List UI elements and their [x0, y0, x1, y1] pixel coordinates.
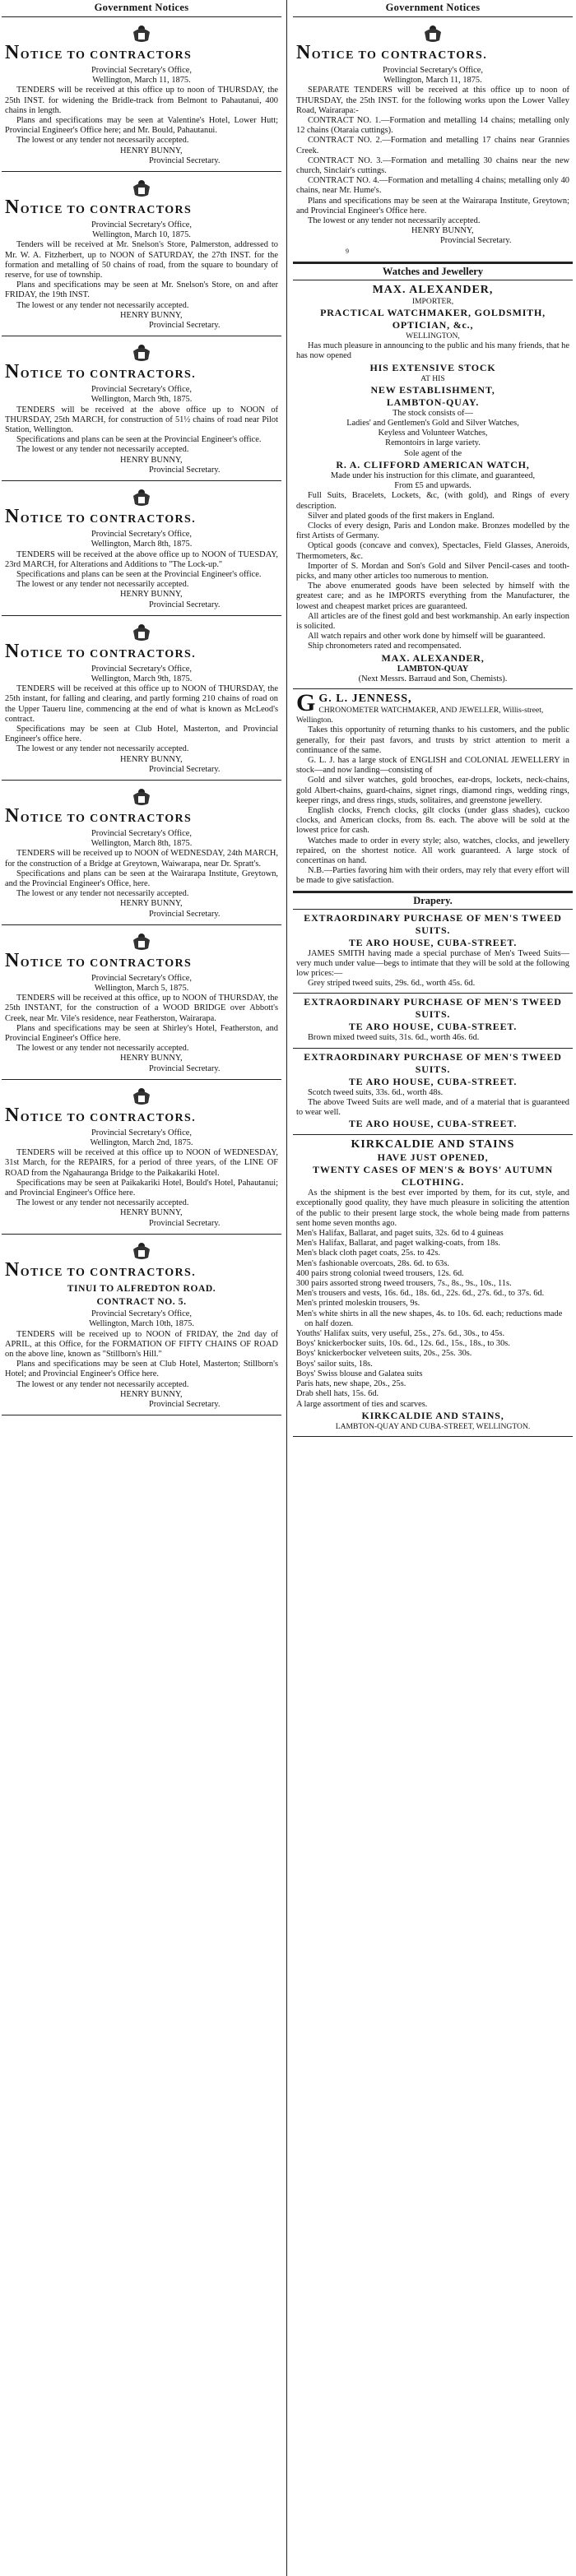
advert-body	[296, 491, 569, 651]
notice-paragraph: Plans and specifications may be seen at Club Hotel, Masterton; Stillborn's Hotel; and Provincial Engineer's Office here.	[5, 1360, 278, 1379]
notice-paragraph: The lowest or any tender not necessarily accepted.	[16, 744, 189, 754]
list-item: Drab shell hats, 15s. 6d.	[296, 1389, 379, 1399]
list-item: Boys' knickerbocker suits, 10s. 6d., 12s. 6d., 15s., 18s., to 30s.	[296, 1339, 510, 1349]
notice-paragraph: TENDERS will be received up to NOON of FRIDAY, the 2nd day of APRIL, at this Office, for the FORMATION OF FIFTY CHAINS OF ROAD on the above line, known as "Stillborn's Hill."	[5, 1329, 278, 1360]
contract-item: CONTRACT NO. 1.—Formation and metalling 14 chains; metalling only 12 chains (Otaraia cuttings).	[296, 116, 569, 136]
advert-shop: TE ARO HOUSE, CUBA-STREET.	[348, 1021, 518, 1033]
notice-signer: HENRY BUNNY,	[120, 1054, 183, 1063]
advert-athis: AT HIS	[420, 373, 445, 383]
notice-signer: HENRY BUNNY,	[120, 1208, 183, 1218]
advert-paragraph: G. L. J. has a large stock of ENGLISH and COLONIAL JEWELLERY in stock—and now landing—consisting of	[296, 755, 569, 776]
advert-paragraph: Silver and plated goods of the first makers in England.	[308, 511, 495, 521]
notice-paragraph: TENDERS will be received at this office up to NOON of WEDNESDAY, 31st March, for the REPAIRS, for a period of three years, of the LINE OF ROAD from the Ngahauranga Bridge to the Paikakariki Hotel.	[5, 1148, 278, 1178]
advert-paragraph: Importer of S. Mordan and Son's Gold and Silver Pencil-cases and tooth-picks, and many other articles too numerous to mention.	[296, 561, 569, 581]
advert-line: Ladies' and Gentlemen's Gold and Silver Watches,	[346, 419, 519, 429]
advert-have: HAVE JUST OPENED,	[377, 1151, 489, 1164]
list-item: Boys' knickerbocker velveteen suits, 20s., 25s. 30s.	[296, 1349, 472, 1359]
advert-line: Remontoirs in large variety.	[385, 438, 481, 448]
advert-paragraph: The above Tweed Suits are well made, and of a material that is guaranteed to wear well.	[296, 1097, 569, 1118]
notice-role: Provincial Secretary.	[149, 600, 221, 609]
notice-title: NOTICE TO CONTRACTORS.	[5, 361, 197, 383]
notice-paragraph: The lowest or any tender not necessarily accepted.	[16, 136, 189, 146]
notice-date: Wellington, March 9th, 1875.	[91, 674, 193, 683]
notice-signer: HENRY BUNNY,	[120, 899, 183, 909]
notice-paragraph: The lowest or any tender not necessarily accepted.	[16, 445, 189, 455]
advert-name: MAX. ALEXANDER,	[372, 283, 494, 296]
notice-paragraph: Specifications and plans can be seen at the Provincial Engineer's office.	[16, 569, 262, 579]
advert-name: G. L. JENNESS,	[318, 692, 412, 705]
notice-contract: CONTRACT NO. 5.	[96, 1297, 187, 1308]
advert-paragraph: Watches made to order in every style; also, watches, clocks, and jewellery repaired, on the shortest notice. All work guaranteed. A large stock of concertinas on hand.	[296, 836, 569, 865]
notice-role: Provincial Secretary.	[149, 1218, 221, 1228]
advert-stock: HIS EXTENSIVE STOCK	[369, 361, 496, 373]
notice-title: NOTICE TO CONTRACTORS	[5, 197, 193, 219]
notice-list	[2, 17, 281, 1415]
notice-paragraph: TENDERS will be received at the above office up to NOON of THURSDAY, 25th MARCH, for construction of 51½ chains of road near Pilot Station, Wellington.	[5, 405, 278, 435]
notice-role: Provincial Secretary.	[149, 1063, 221, 1073]
contract-item: CONTRACT NO. 4.—Formation and metalling 4 chains; metalling only 40 chains, near Mr. Hume's.	[296, 176, 569, 196]
list-item: Boys' sailor suits, 18s.	[296, 1359, 373, 1369]
notice-role: Provincial Secretary.	[149, 321, 221, 331]
list-item: Paris hats, new shape, 20s., 25s.	[296, 1379, 406, 1389]
royal-crest-icon	[420, 22, 445, 44]
advert-kirkcaldie	[293, 1135, 573, 1437]
notice-paragraph: Specifications and plans can be seen at the Provincial Engineer's office.	[16, 435, 262, 445]
advert-sign-name: MAX. ALEXANDER,	[381, 651, 485, 664]
list-item: Men's trousers and vests, 16s. 6d., 18s. 6d., 22s. 6d., 27s. 6d., to 37s. 6d.	[296, 1289, 545, 1299]
advert-paragraph: Has much pleasure in announcing to the public and his many friends, that he has now opened	[296, 341, 569, 361]
royal-crest-icon	[129, 621, 154, 642]
advert-paragraph: Takes this opportunity of returning thanks to his customers, and the public generally, for their past favors, and trusts by strict attention to merit a continuance of the same.	[296, 725, 569, 755]
notice-date: Wellington, March 2nd, 1875.	[90, 1138, 193, 1148]
notice-to-contractors	[2, 1080, 281, 1235]
left-column	[2, 0, 281, 2576]
notice-date: Wellington, March 10, 1875.	[92, 230, 191, 240]
advert-tweed-suits	[293, 1049, 573, 1136]
contract-list	[296, 116, 569, 197]
column-heading: Government Notices	[2, 0, 281, 17]
notice-office: Provincial Secretary's Office,	[91, 1309, 192, 1319]
notice-paragraph: The lowest or any tender not necessarily accepted.	[308, 216, 481, 226]
advert-shop: TE ARO HOUSE, CUBA-STREET.	[348, 1075, 518, 1087]
list-item: 300 pairs assorted strong tweed trousers, 7s., 8s., 9s., 10s., 11s.	[296, 1279, 512, 1289]
notice-signer: HENRY BUNNY,	[120, 754, 183, 764]
advert-consists: The stock consists of—	[393, 408, 473, 418]
notice-to-contractors	[2, 17, 281, 172]
drop-cap: G	[296, 688, 316, 716]
list-item: A large assortment of ties and scarves.	[296, 1399, 428, 1409]
notice-role: Provincial Secretary.	[440, 236, 512, 246]
notice-paragraph: Plans and specifications may be seen at Valentine's Hotel, Lower Hutt; Provincial Engineer's Office here; and Mr. Bould, Pahautanui.	[5, 116, 278, 136]
advert-footer: TE ARO HOUSE, CUBA-STREET.	[348, 1118, 518, 1130]
notice-date: Wellington, March 8th, 1875.	[91, 839, 193, 849]
item-list	[296, 1229, 569, 1410]
notice-office: Provincial Secretary's Office,	[91, 973, 192, 983]
notice-office: Provincial Secretary's Office,	[91, 828, 192, 838]
notice-to-contractors	[2, 481, 281, 616]
notice-subtitle: TINUI TO ALFREDTON ROAD.	[67, 1283, 216, 1294]
notice-office: Provincial Secretary's Office,	[91, 530, 192, 540]
notice-signer: HENRY BUNNY,	[411, 226, 474, 236]
advert-paragraph: Scotch tweed suits, 33s. 6d., worth 48s.	[308, 1087, 444, 1097]
notice-signer: HENRY BUNNY,	[120, 310, 183, 320]
notice-to-contractors	[2, 172, 281, 336]
notice-paragraph: TENDERS will be received at this office up to noon of THURSDAY, the 25th INST. for widening the Bridle-track from Belmont to Pahautanui, 400 chains in length.	[5, 86, 278, 115]
notice-paragraph: The lowest or any tender not necessarily accepted.	[16, 1379, 189, 1389]
notice-title: NOTICE TO CONTRACTORS	[5, 804, 193, 827]
advert-sign-place: LAMBTON-QUAY	[397, 664, 469, 674]
notice-to-contractors	[2, 1235, 281, 1415]
advert-agent: Sole agent of the	[403, 448, 462, 458]
notice-office: Provincial Secretary's Office,	[91, 1128, 192, 1137]
advert-trade: PRACTICAL WATCHMAKER, GOLDSMITH, OPTICIAN, &c.,	[320, 307, 546, 331]
notice-paragraph: The lowest or any tender not necessarily accepted.	[16, 1198, 189, 1208]
royal-crest-icon	[129, 785, 154, 807]
notice-date: Wellington, March 5, 1875.	[94, 983, 189, 993]
advert-importer: IMPORTER,	[411, 296, 454, 306]
advert-jenness	[293, 689, 573, 892]
advert-shop: TE ARO HOUSE, CUBA-STREET.	[348, 936, 518, 948]
advert-price: From £5 and upwards.	[394, 481, 471, 491]
advert-place: LAMBTON-QUAY.	[386, 396, 480, 408]
notice-paragraph: The lowest or any tender not necessarily accepted.	[16, 300, 189, 310]
notice-title: NOTICE TO CONTRACTORS.	[5, 1104, 197, 1126]
advert-intro: As the shipment is the best ever imported by them, for its cut, style, and exceptionally good quality, they have much pleasure in soliciting the attention of the public to their present large stock, the whole being made from patterns sent home seven months ago.	[296, 1188, 569, 1228]
drapery-ads	[293, 910, 573, 1136]
notice-date: Wellington, March 11, 1875.	[383, 76, 482, 86]
notice-office: Provincial Secretary's Office,	[91, 66, 192, 75]
notice-paragraph: Plans and specifications may be seen at Mr. Snelson's Store, on and after FRIDAY, the 19th INST.	[5, 280, 278, 300]
notice-paragraph: Specifications may be seen at Club Hotel, Masterton, and Provincial Engineer's office here.	[5, 724, 278, 744]
notice-role: Provincial Secretary.	[149, 465, 221, 475]
section-heading: Watches and Jewellery	[293, 262, 573, 280]
advert-title: EXTRAORDINARY PURCHASE OF MEN'S TWEED SUITS.	[304, 1050, 562, 1075]
royal-crest-icon	[129, 177, 154, 198]
list-item: 400 pairs strong colonial tweed trousers, 12s. 6d.	[296, 1268, 464, 1278]
advert-paragraph: Full Suits, Bracelets, Lockets, &c, (with gold), and Rings of every description.	[296, 491, 569, 511]
notice-office: Provincial Secretary's Office,	[91, 385, 192, 395]
notice-paragraph: TENDERS will be received at this office up to NOON of THURSDAY, the 25th instant, for falling and clearing, and partly forming 210 chains of road on the Upper Taueru line, commencing at the end of what is known as McLeod's contract.	[5, 684, 278, 724]
notice-paragraph: The lowest or any tender not necessarily accepted.	[16, 580, 189, 590]
notice-to-contractors	[2, 336, 281, 481]
list-item: Men's Halifax, Ballarat, and paget suits, 32s. 6d to 4 guineas	[296, 1229, 504, 1239]
advert-title: KIRKCALDIE AND STAINS	[351, 1138, 515, 1151]
notice-paragraph: Plans and specifications may be seen at Shirley's Hotel, Featherston, and Provincial Engineer's Office here.	[5, 1023, 278, 1043]
advert-clifford: R. A. CLIFFORD AMERICAN WATCH,	[336, 458, 530, 470]
advert-sign: KIRKCALDIE AND STAINS,	[361, 1409, 504, 1421]
notice-date: Wellington, March 9th, 1875.	[91, 395, 193, 405]
notice-role: Provincial Secretary.	[149, 909, 221, 919]
advert-paragraph: The above enumerated goods have been selected by himself with the greatest care; and as he IMPORTS everything from the Manufacturer, the lowest and cheapest market prices are guaranteed.	[296, 581, 569, 611]
notice-date: Wellington, March 10th, 1875.	[89, 1319, 194, 1329]
notice-paragraph: The lowest or any tender not necessarily accepted.	[16, 889, 189, 899]
advert-title: EXTRAORDINARY PURCHASE OF MEN'S TWEED SUITS.	[304, 996, 562, 1021]
advert-sign-address: LAMBTON-QUAY AND CUBA-STREET, WELLINGTON.	[335, 1421, 531, 1431]
royal-crest-icon	[129, 341, 154, 363]
notice-title: NOTICE TO CONTRACTORS	[5, 42, 193, 63]
advert-paragraph: Ship chronometers rated and recompensated.	[308, 642, 462, 651]
notice-title: NOTICE TO CONTRACTORS.	[5, 1258, 197, 1281]
notice-office: Provincial Secretary's Office,	[91, 220, 192, 230]
advert-paragraph: All articles are of the finest gold and best workmanship. An early inspection is solicited.	[296, 611, 569, 631]
notice-signer: HENRY BUNNY,	[120, 590, 183, 600]
notice-date: Wellington, March 8th, 1875.	[91, 540, 193, 549]
contract-item: CONTRACT NO. 3.—Formation and metalling 30 chains near the new church, Sinclair's cuttings.	[296, 155, 569, 176]
advert-paragraph: Grey striped tweed suits, 29s. 6d., worth 45s. 6d.	[308, 979, 476, 989]
notice-paragraph: Tenders will be received at Mr. Snelson's Store, Palmerston, addressed to Mr. W. A. Fitzherbert, up to NOON of SATURDAY, the 27th INST. for the formation and metalling of 50 chains of road, from the square to boundary of reserve, for use of township.	[5, 240, 278, 280]
column-heading: Government Notices	[293, 0, 573, 17]
advert-title: EXTRAORDINARY PURCHASE OF MEN'S TWEED SUITS.	[304, 911, 562, 936]
notice-title: NOTICE TO CONTRACTORS.	[296, 42, 488, 63]
notice-title: NOTICE TO CONTRACTORS	[5, 949, 193, 971]
notice-signer: HENRY BUNNY,	[120, 146, 183, 155]
royal-crest-icon	[129, 486, 154, 507]
section-heading: Drapery.	[293, 892, 573, 910]
advert-paragraph: All watch repairs and other work done by himself will be guaranteed.	[308, 632, 546, 642]
advert-cases: TWENTY CASES OF MEN'S & BOYS' AUTUMN CLOTHING.	[313, 1164, 553, 1188]
advert-paragraph: Clocks of every design, Paris and London make. Bronzes modelled by the first Artists of Germany.	[296, 521, 569, 541]
advert-clifford-note: Made under his instruction for this climate, and guaranteed,	[330, 470, 536, 480]
list-item: Boys' Swiss blouse and Galatea suits	[296, 1369, 423, 1378]
notice-lower-valley-road	[293, 17, 573, 262]
notice-paragraph: Plans and specifications may be seen at the Wairarapa Institute, Greytown; and Provincial Engineer's Office here.	[296, 196, 569, 215]
notice-intro: SEPARATE TENDERS will be received at this office up to noon of THURSDAY, the 25th INST. for the following works upon the Lower Valley Road, Wairarapa:-	[296, 86, 569, 115]
advert-trade: CHRONOMETER WATCHMAKER, AND JEWELLER, Willis-street, Wellington.	[296, 705, 544, 725]
notice-office: Provincial Secretary's Office,	[91, 664, 192, 674]
advert-tweed-suits	[293, 994, 573, 1048]
notice-signer: HENRY BUNNY,	[120, 455, 183, 465]
notice-to-contractors	[2, 616, 281, 781]
contract-item: CONTRACT NO. 2.—Formation and metalling 17 chains near Grannies Creek.	[296, 136, 569, 155]
notice-title: NOTICE TO CONTRACTORS.	[5, 640, 197, 662]
advert-sign-note: (Next Messrs. Barraud and Son, Chemists).	[358, 674, 508, 683]
notice-paragraph: TENDERS will be received up to NOON of WEDNESDAY, 24th MARCH, for the construction of a Bridge at Greytown, Waiwarapa, near Dr. Spratt's.	[5, 849, 278, 869]
advert-paragraph: Gold and silver watches, gold brooches, ear-drops, lockets, neck-chains, gold Albert-chains, guard-chains, signet rings, diamond rings, wedding rings, keeper rings, and dress rings, studs, solitaires, and greenstone jewellery.	[296, 776, 569, 805]
advert-paragraph: N.B.—Parties favoring him with their orders, may rely that every effort will be made to give satisfaction.	[296, 866, 569, 886]
printer-mark: 9	[346, 247, 349, 255]
advert-tweed-suits	[293, 910, 573, 994]
advert-paragraph: JAMES SMITH having made a special purchase of Men's Tweed Suits—very much under value—begs to intimate that they will be sold at the following low prices:—	[296, 948, 569, 979]
notice-title: NOTICE TO CONTRACTORS.	[5, 506, 197, 528]
list-item: Youths' Halifax suits, very useful, 25s., 27s. 6d., 30s., to 45s.	[296, 1329, 505, 1339]
list-item: Men's white shirts in all the new shapes, 4s. to 10s. 6d. each; reductions made on half dozen.	[296, 1309, 563, 1328]
advert-paragraph: Brown mixed tweed suits, 31s. 6d., worth 46s. 6d.	[308, 1033, 480, 1043]
notice-role: Provincial Secretary.	[149, 764, 221, 774]
advert-max-alexander	[293, 280, 573, 689]
column-divider	[286, 0, 287, 2576]
list-item: Men's fashionable overcoats, 28s. 6d. to 63s.	[296, 1258, 449, 1268]
royal-crest-icon	[129, 930, 154, 952]
royal-crest-icon	[129, 1239, 154, 1261]
notice-to-contractors	[2, 781, 281, 925]
notice-role: Provincial Secretary.	[149, 1400, 221, 1410]
list-item: Men's printed moleskin trousers, 9s.	[296, 1299, 420, 1309]
royal-crest-icon	[129, 1085, 154, 1106]
advert-paragraph: English clocks, French clocks, gilt clocks (under glass shades), cuckoo clocks, and American clocks, from 8s. each. The above will be sold at the lowest price for cash.	[296, 805, 569, 836]
royal-crest-icon	[129, 22, 154, 44]
notice-role: Provincial Secretary.	[149, 155, 221, 165]
list-item: Men's Halifax, Ballarat, and paget walking-coats, from 18s.	[296, 1239, 501, 1249]
notice-paragraph: The lowest or any tender not necessarily accepted.	[16, 1044, 189, 1054]
advert-body	[296, 725, 569, 886]
right-column	[293, 0, 573, 2576]
notice-to-contractors	[2, 925, 281, 1080]
notice-paragraph: Specifications may be seen at Paikakariki Hotel, Bould's Hotel, Pahautanui; and Provincial Engineer's Office here.	[5, 1178, 278, 1198]
advert-establishment: NEW ESTABLISHMENT,	[370, 383, 495, 396]
notice-paragraph: Specifications and plans can be seen at the Wairarapa Institute, Greytown, and the Provincial Engineer's Office, here.	[5, 869, 278, 888]
notice-date: Wellington, March 11, 1875.	[92, 76, 191, 86]
notice-paragraph: TENDERS will be received at the above office up to NOON of TUESDAY, 23rd MARCH, for Alterations and Additions to "The Lock-up."	[5, 549, 278, 569]
advert-paragraph: Optical goods (concave and convex), Spectacles, Field Glasses, Aneroids, Thermometers, &c.	[296, 541, 569, 561]
advert-city: WELLINGTON,	[406, 331, 460, 341]
notice-paragraph: TENDERS will be received at this office, up to NOON of THURSDAY, the 25th INSTANT, for the construction of a WOOD BRIDGE over Abbott's Creek, near Mr. Vile's residence, near Featherston, Wairarapa.	[5, 994, 278, 1023]
notice-office: Provincial Secretary's Office,	[383, 66, 483, 75]
list-item: Men's black cloth paget coats, 25s. to 42s.	[296, 1249, 441, 1258]
notice-signer: HENRY BUNNY,	[120, 1389, 183, 1399]
advert-line: Keyless and Volunteer Watches,	[378, 429, 488, 438]
